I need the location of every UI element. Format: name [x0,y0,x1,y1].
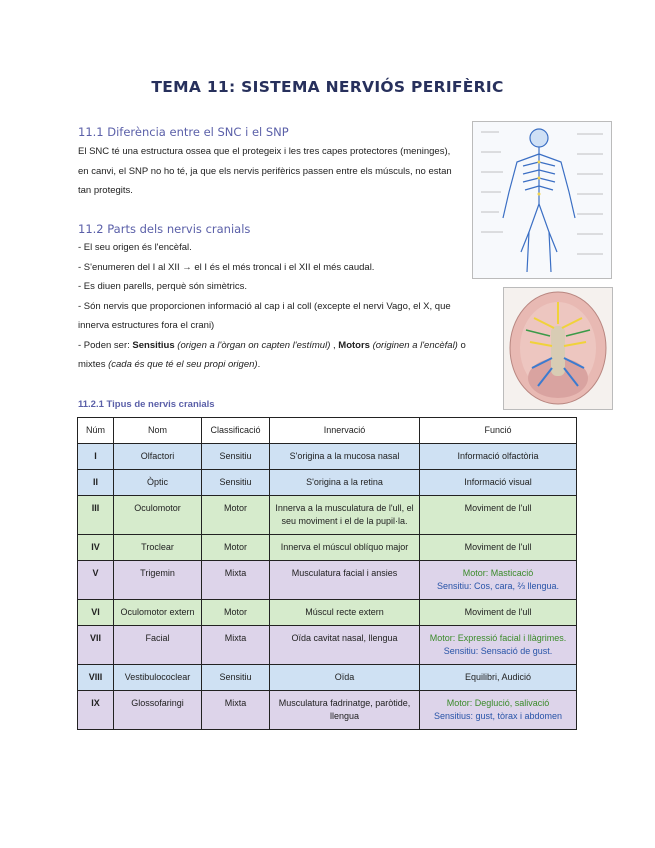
cell-funcio: Moviment de l'ull [420,496,577,535]
section2-line: - El seu origen és l'encèfal. [78,242,192,253]
types-mixtes: mixtes [78,359,106,370]
brain-base-icon [504,288,612,409]
cell-funcio: Moviment de l'ull [420,600,577,626]
section1-text [78,142,463,201]
section2-line-mixtes [78,355,493,375]
table-row [78,626,577,665]
cell-funcio [420,561,577,600]
table-row [78,561,577,600]
cell-nom: Oculomotor extern [114,600,202,626]
nervous-system-figure [472,121,612,279]
cell-classificacio: Mixta [202,561,270,600]
cell-num: II [78,470,114,496]
cell-nom: Facial [114,626,202,665]
types-comma: , [330,339,339,351]
cell-num: IX [78,691,114,730]
table-row [78,444,577,470]
section1-line: tan protegits. [78,185,133,196]
cell-classificacio: Motor [202,496,270,535]
cell-classificacio: Sensitiu [202,444,270,470]
types-sensitius-note: (origen a l'òrgan on capten l'estímul) [177,339,331,351]
section1-line: en canvi, el SNP no ho té, ja que els nervis perifèrics passen entre els músculs, no estan [78,165,452,177]
cell-funcio [420,691,577,730]
types-tail: o [457,339,466,351]
table-row [78,691,577,730]
section-heading-snc-snp: 11.1 Diferència entre el SNC i el SNP [78,125,289,139]
types-sensitius: Sensitius [132,339,175,351]
cell-classificacio: Sensitiu [202,470,270,496]
cell-innervacio: Múscul recte extern [270,600,420,626]
col-header-innervacio: Innervació [270,418,420,444]
cell-classificacio: Motor [202,535,270,561]
cell-funcio [420,626,577,665]
funcio-sensitiu: Sensitiu: Sensació de gust. [443,646,553,656]
types-end: . [257,359,261,370]
cell-innervacio: Oïda [270,665,420,691]
funcio-motor: Motor: Deglució, salivació [446,698,550,708]
cell-innervacio: Innerva el múscul oblíquo major [270,535,420,561]
page-title: TEMA 11: SISTEMA NERVIÓS PERIFÈRIC [151,78,504,96]
cell-nom: Glossofaringi [114,691,202,730]
types-motors-note: (originen a l'encèfal) [372,339,458,351]
section2-line: - Són nervis que proporcionen informació al cap i al coll (excepte el nervi Vago, el X, que [78,300,451,312]
cell-num: III [78,496,114,535]
cell-nom: Olfactori [114,444,202,470]
cell-nom: Trigemin [114,561,202,600]
cell-classificacio: Sensitiu [202,665,270,691]
table-subheading: 11.2.1 Tipus de nervis cranials [78,399,215,410]
cell-classificacio: Mixta [202,691,270,730]
cell-innervacio: S'origina a la retina [270,470,420,496]
section2-line: innerva estructures fora el crani) [78,320,215,331]
cell-num: VIII [78,665,114,691]
funcio-sensitiu: Sensitiu: Cos, cara, ⅔ llengua. [436,581,560,591]
table-row [78,600,577,626]
section-heading-cranial-nerves: 11.2 Parts dels nervis cranials [78,222,251,236]
cranial-nerves-table [77,417,577,730]
types-mixtes-note: (cada és que té el seu propi origen) [108,359,258,370]
brain-base-figure [503,287,613,410]
table-row [78,535,577,561]
cell-num: V [78,561,114,600]
cell-num: VII [78,626,114,665]
funcio-sensitiu: Sensitius: gust, tòrax i abdomen [433,711,563,721]
cell-classificacio: Mixta [202,626,270,665]
funcio-motor: Motor: Expressió facial i llàgrimes. [429,633,567,643]
cell-nom: Troclear [114,535,202,561]
col-header-funcio: Funció [420,418,577,444]
cell-innervacio: Innerva a la musculatura de l'ull, el seu moviment i el de la pupil·la. [270,496,420,535]
cell-nom: Oculomotor [114,496,202,535]
funcio-motor: Motor: Masticació [462,568,534,578]
cell-funcio: Informació olfactòria [420,444,577,470]
section2-line: - Es diuen parells, perquè són simètrics. [78,281,247,292]
cell-nom: Vestibulococlear [114,665,202,691]
cell-innervacio: S'origina a la mucosa nasal [270,444,420,470]
types-lead: - Poden ser: [78,339,133,351]
cell-num: IV [78,535,114,561]
cell-classificacio: Motor [202,600,270,626]
table-row [78,496,577,535]
cell-funcio: Informació visual [420,470,577,496]
types-motors: Motors [338,339,370,351]
col-header-nom: Nom [114,418,202,444]
section2-text [78,238,493,375]
table-row [78,470,577,496]
cell-funcio: Equilibri, Audició [420,665,577,691]
cell-nom: Òptic [114,470,202,496]
col-header-classificacio: Classificació [202,418,270,444]
table-header-row [78,418,577,444]
section2-line: - S'enumeren del I al XII → el I és el més troncal i el XII el més caudal. [78,261,375,273]
cell-innervacio: Musculatura fadrinatge, paròtide, llengua [270,691,420,730]
section1-line: El SNC té una estructura ossea que el protegeix i les tres capes protectores (meninges), [78,146,451,157]
cell-num: VI [78,600,114,626]
cell-innervacio: Oïda cavitat nasal, llengua [270,626,420,665]
table-row [78,665,577,691]
section2-line-types [78,336,493,356]
cell-funcio: Moviment de l'ull [420,535,577,561]
nervous-system-body-icon [473,122,611,278]
cell-num: I [78,444,114,470]
cell-innervacio: Musculatura facial i ansies [270,561,420,600]
col-header-num: Núm [78,418,114,444]
